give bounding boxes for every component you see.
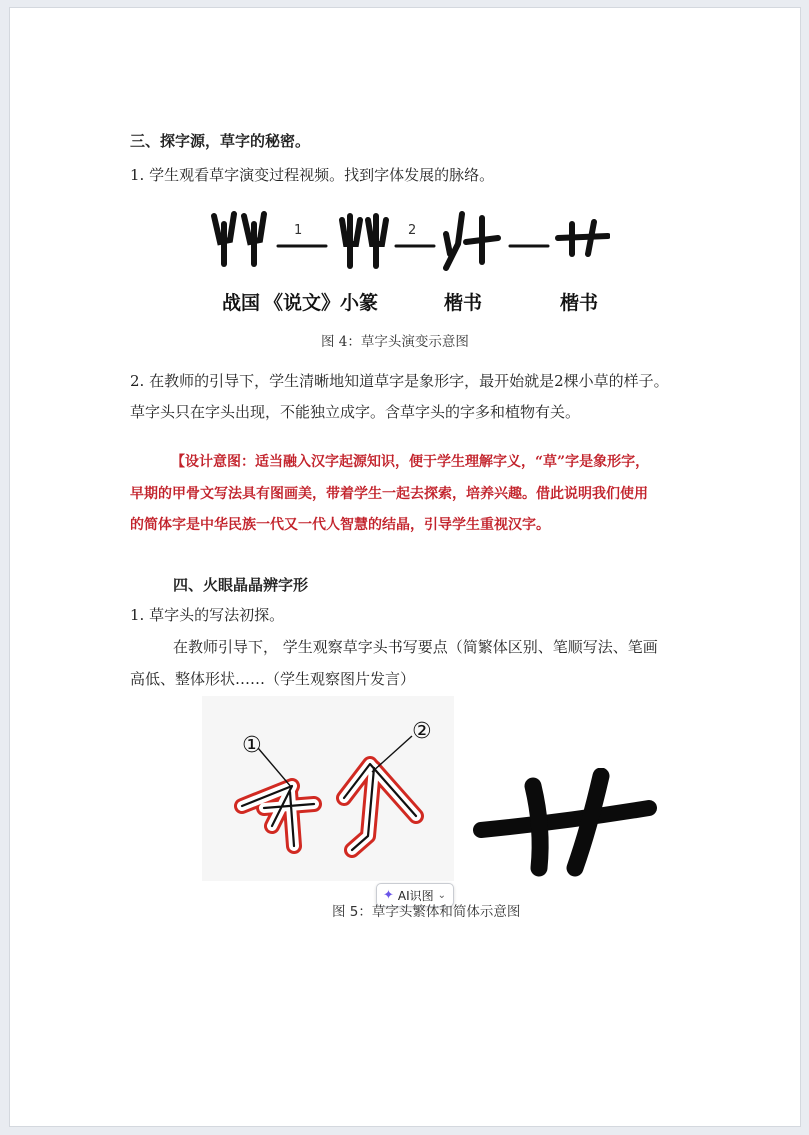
glyph-warring-states: [214, 214, 264, 264]
chevron-down-icon: ⌄: [437, 889, 447, 901]
label-kaishu-2: 楷书: [560, 292, 599, 314]
section-3-paragraph-2-line-1: 2. 在教师的引导下，学生清晰地知道草字是象形字，最开始就是2棵小草的样子。: [130, 372, 669, 390]
figure-4-evolution-image: [200, 204, 610, 316]
section-3-paragraph-2-line-2: 草字头只在字头出现，不能独立成字。含草字头的字多和植物有关。: [130, 403, 581, 421]
design-intent-line-2: 早期的甲骨文写法具有图画美，带着学生一起去探索，培养兴趣。借此说明我们使用: [130, 486, 648, 502]
stroke-marker-2: ②: [412, 719, 432, 744]
section-4-heading: 四、火眼晶晶辨字形: [173, 576, 309, 594]
label-shuowen-seal: 《说文》小篆: [264, 292, 379, 314]
section-3-paragraph-1: 1. 学生观看草字演变过程视频。找到字体发展的脉络。: [130, 166, 495, 184]
sparkle-icon: ✦: [383, 887, 394, 903]
design-intent-line-3: 的简体字是中华民族一代又一代人智慧的结晶，引导学生重视汉字。: [130, 517, 550, 533]
step-number-1: 1: [294, 223, 303, 238]
figure-5-caption: 图 5：草字头繁体和简体示意图: [332, 904, 521, 920]
section-4-paragraph-2-line-1: 在教师引导下， 学生观察草字头书写要点（简繁体区别、笔顺写法、笔画: [173, 638, 658, 656]
label-kaishu-1: 楷书: [444, 292, 483, 314]
glyph-seal: [342, 216, 386, 266]
section-3-heading: 三、探字源，草字的秘密。: [130, 132, 311, 150]
label-warring-states: 战国: [222, 292, 261, 314]
design-intent-line-1: 【设计意图：适当融入汉字起源知识，便于学生理解字义，“草”字是象形字，: [171, 454, 650, 470]
figure-4-caption: 图 4：草字头演变示意图: [321, 334, 469, 350]
stroke-marker-1: ①: [242, 733, 262, 758]
section-4-paragraph-1: 1. 草字头的写法初探。: [130, 606, 285, 624]
glyph-kaishu-1: [446, 214, 498, 268]
figure-5-traditional-image: [202, 696, 454, 881]
figure-5-simplified-image: [463, 768, 663, 878]
step-number-2: 2: [408, 223, 417, 238]
section-4-paragraph-2-line-2: 高低、整体形状……（学生观察图片发言）: [130, 670, 416, 688]
document-page: [9, 7, 801, 1127]
glyph-kaishu-2: [558, 222, 608, 254]
ai-button-label: AI识图: [397, 888, 434, 903]
